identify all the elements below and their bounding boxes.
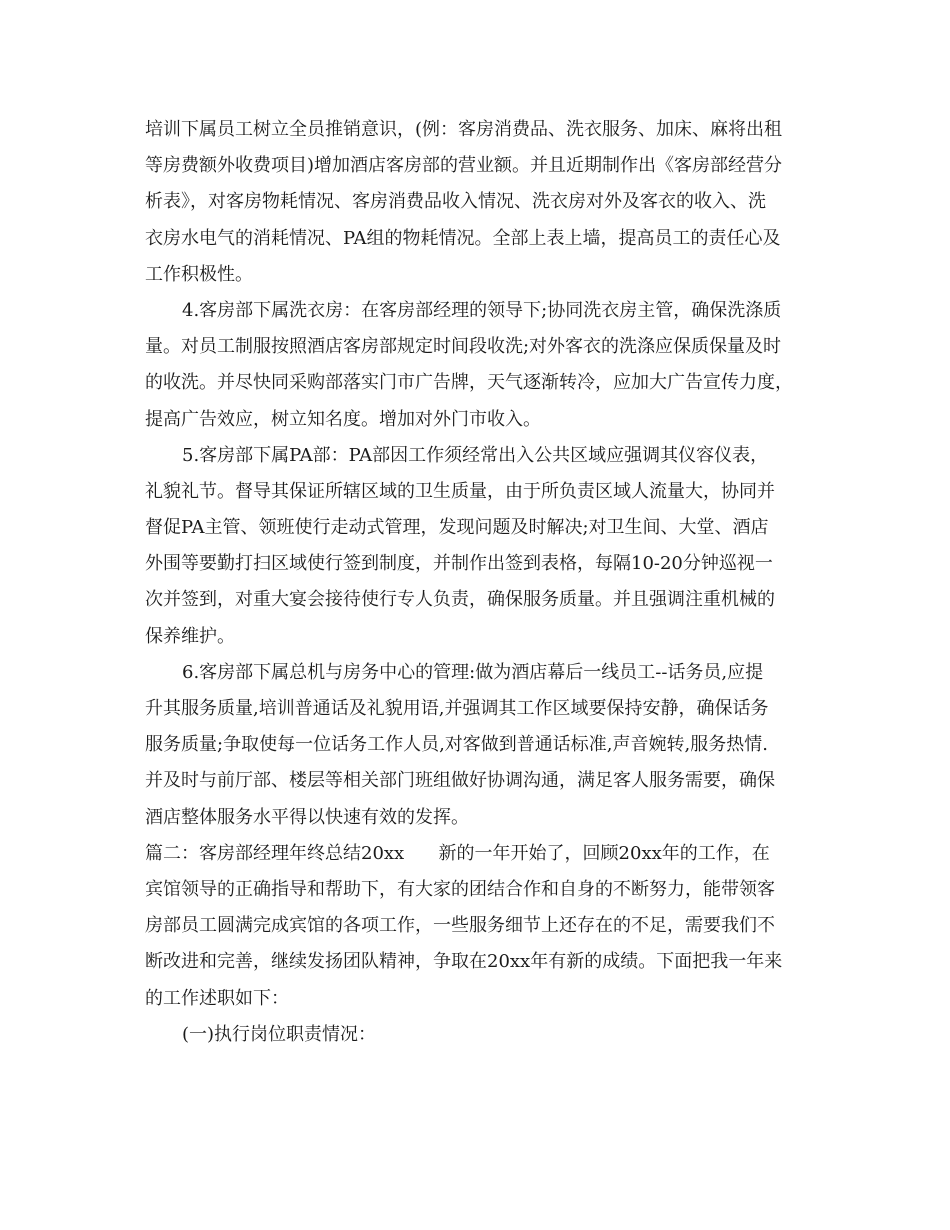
text-line: 断改进和完善，继续发扬团队精神，争取在20xx年有新的成绩。下面把我一年来 bbox=[145, 951, 783, 973]
text-line: 督促PA主管、领班使行走动式管理，发现问题及时解决;对卫生间、大堂、酒店 bbox=[145, 517, 769, 539]
text-line: 酒店整体服务水平得以快速有效的发挥。 bbox=[145, 806, 469, 828]
text-line: 礼貌礼节。督导其保证所辖区域的卫生质量，由于所负责区域人流量大，协同并 bbox=[145, 480, 775, 502]
text-line: 的工作述职如下： bbox=[145, 987, 289, 1009]
text-line: 衣房水电气的消耗情况、PA组的物耗情况。全部上表上墙，提高员工的责任心及 bbox=[145, 227, 781, 249]
text-line: 保养维护。 bbox=[145, 625, 235, 647]
paragraph-item-6-first-line: 6.客房部下属总机与房务中心的管理:做为酒店幕后一线员工--话务员,应提 bbox=[182, 661, 764, 683]
text-line: 并及时与前厅部、楼层等相关部门班组做好协调沟通，满足客人服务需要，确保 bbox=[145, 770, 775, 792]
text-line: 工作积极性。 bbox=[145, 263, 253, 285]
text-line: 次并签到，对重大宴会接待使行专人负责，确保服务质量。并且强调注重机械的 bbox=[145, 589, 775, 611]
text-line: 量。对员工制服按照酒店客房部规定时间段收洗;对外客衣的洗涤应保质保量及时 bbox=[145, 336, 782, 358]
text-line: 等房费额外收费项目)增加酒店客房部的营业额。并且近期制作出《客房部经营分 bbox=[145, 155, 783, 177]
text-line: 的收洗。并尽快同采购部落实门市广告牌，天气逐渐转冷，应加大广告宣传力度， bbox=[145, 372, 793, 394]
text-line: 宾馆领导的正确指导和帮助下，有大家的团结合作和自身的不断努力，能带领客 bbox=[145, 878, 775, 900]
text-line: 房部员工圆满完成宾馆的各项工作，一些服务细节上还存在的不足，需要我们不 bbox=[145, 915, 775, 937]
text-line: 提高广告效应，树立知名度。增加对外门市收入。 bbox=[145, 408, 541, 430]
text-line: 外围等要勤打扫区域使行签到制度，并制作出签到表格，每隔10-20分钟巡视一 bbox=[145, 553, 773, 575]
section-heading-line: 篇二：客房部经理年终总结20xx 新的一年开始了，回顾20xx年的工作，在 bbox=[145, 842, 770, 864]
text-line: 培训下属员工树立全员推销意识，(例：客房消费品、洗衣服务、加床、麻将出租 bbox=[145, 119, 783, 140]
paragraph-item-4-first-line: 4.客房部下属洗衣房：在客房部经理的领导下;协同洗衣房主管，确保洗涤质 bbox=[182, 299, 782, 321]
text-line: 服务质量;争取使每一位话务工作人员,对客做到普通话标准,声音婉转,服务热情. bbox=[145, 734, 768, 756]
subsection-heading: (一)执行岗位职责情况： bbox=[182, 1023, 377, 1045]
text-line: 析表》，对客房物耗情况、客房消费品收入情况、洗衣房对外及客衣的收入、洗 bbox=[145, 191, 766, 213]
document-body bbox=[145, 112, 845, 1053]
text-line: 升其服务质量,培训普通话及礼貌用语,并强调其工作区域要保持安静，确保话务 bbox=[145, 698, 769, 719]
paragraph-item-5-first-line: 5.客房部下属PA部：PA部因工作须经常出入公共区域应强调其仪容仪表， bbox=[182, 444, 769, 466]
